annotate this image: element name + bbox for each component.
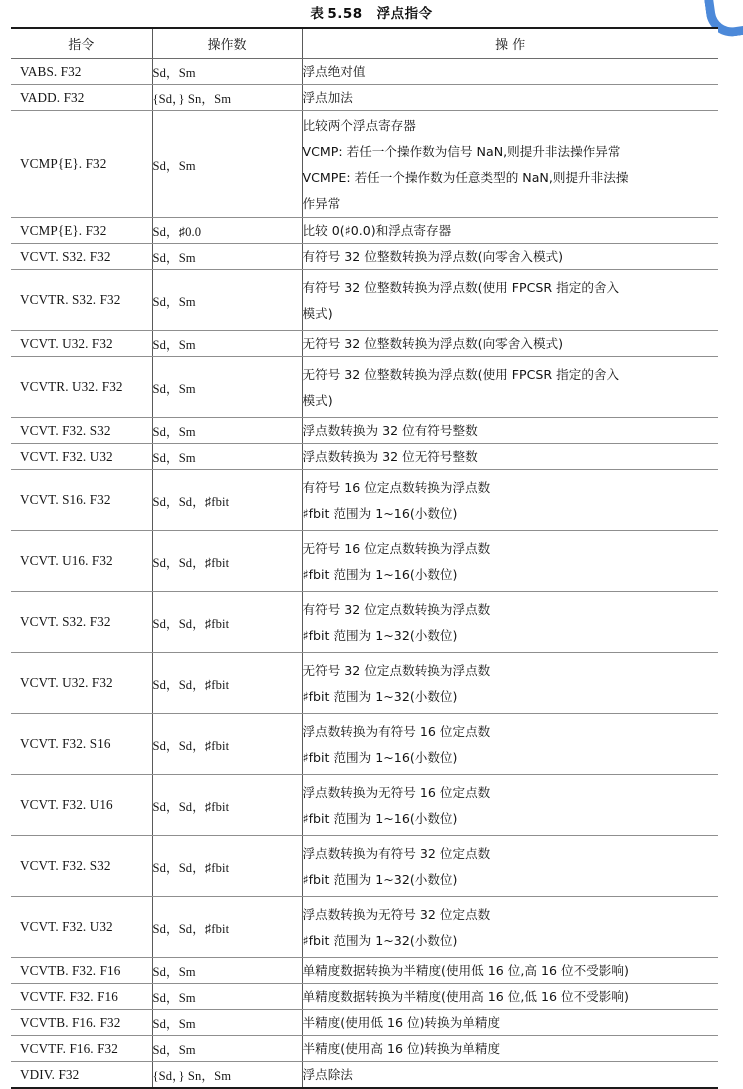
cell-operation — [302, 1010, 718, 1036]
cell-operands: Sd，Sm — [152, 331, 302, 357]
cell-operands: Sd，Sm — [152, 444, 302, 470]
cell-operation — [302, 111, 718, 218]
operation-line: 浮点数转换为有符号 32 位定点数 — [302, 846, 491, 861]
operation-line: ♯fbit 范围为 1~16(小数位) — [302, 811, 458, 826]
caption-label: 表 — [310, 6, 325, 22]
cell-operation — [302, 331, 718, 357]
cell-instruction: VCVTB. F32. F16 — [11, 958, 152, 984]
operation-line: 有符号 16 位定点数转换为浮点数 — [302, 480, 491, 495]
cell-operands: Sd，Sd，♯fbit — [152, 470, 302, 531]
cell-operation — [302, 444, 718, 470]
table-row — [11, 653, 718, 714]
cell-operation — [302, 418, 718, 444]
table-row — [11, 775, 718, 836]
cell-operands: Sd，Sd，♯fbit — [152, 897, 302, 958]
cell-operands: Sd，Sd，♯fbit — [152, 836, 302, 897]
table-row — [11, 111, 718, 218]
cell-operation — [302, 1036, 718, 1062]
cell-instruction: VCVTF. F32. F16 — [11, 984, 152, 1010]
cell-operation — [302, 531, 718, 592]
column-header-operation: 操 作 — [302, 28, 718, 59]
cell-instruction: VABS. F32 — [11, 59, 152, 85]
cell-operands: Sd，Sd，♯fbit — [152, 775, 302, 836]
floating-point-instruction-table-wrapper — [11, 27, 718, 1089]
cell-operation — [302, 653, 718, 714]
table-row — [11, 218, 718, 244]
table-row — [11, 85, 718, 111]
cell-operands: Sd，Sd，♯fbit — [152, 531, 302, 592]
operation-line: ♯fbit 范围为 1~32(小数位) — [302, 933, 458, 948]
cell-operation — [302, 984, 718, 1010]
operation-line: 无符号 16 位定点数转换为浮点数 — [302, 541, 491, 556]
cell-instruction: VCVT. S32. F32 — [11, 592, 152, 653]
table-row — [11, 984, 718, 1010]
cell-operation — [302, 958, 718, 984]
cell-instruction: VDIV. F32 — [11, 1062, 152, 1089]
table-row — [11, 357, 718, 418]
cell-operands: Sd，Sm — [152, 111, 302, 218]
floating-point-instruction-table — [11, 27, 718, 1089]
table-body — [11, 59, 718, 1089]
operation-line: 无符号 32 位整数转换为浮点数(使用 FPCSR 指定的舍入 — [302, 367, 620, 382]
table-row — [11, 836, 718, 897]
cell-operands: Sd，♯0.0 — [152, 218, 302, 244]
cell-operation — [302, 470, 718, 531]
cell-instruction: VCMP{E}. F32 — [11, 218, 152, 244]
cell-operands: Sd，Sm — [152, 1010, 302, 1036]
cell-instruction: VCVT. F32. S32 — [11, 418, 152, 444]
cell-operands: Sd，Sm — [152, 357, 302, 418]
table-row — [11, 714, 718, 775]
operation-line: 半精度(使用低 16 位)转换为单精度 — [302, 1015, 501, 1030]
operation-line: 无符号 32 位定点数转换为浮点数 — [302, 663, 491, 678]
cell-operation — [302, 714, 718, 775]
caption-title: 浮点指令 — [376, 6, 433, 22]
operation-line: VCMP: 若任一个操作数为信号 NaN,则提升非法操作异常 — [302, 144, 621, 159]
table-row — [11, 470, 718, 531]
table-row — [11, 244, 718, 270]
cell-operation — [302, 218, 718, 244]
table-caption — [0, 2, 743, 22]
cell-operands: Sd，Sd，♯fbit — [152, 653, 302, 714]
operation-line: 浮点数转换为 32 位无符号整数 — [302, 449, 478, 464]
cell-operands: Sd，Sm — [152, 418, 302, 444]
operation-line: 比较 0(♯0.0)和浮点寄存器 — [302, 223, 452, 238]
cell-operands: Sd，Sd，♯fbit — [152, 592, 302, 653]
table-row — [11, 59, 718, 85]
cell-operands: Sd，Sd，♯fbit — [152, 714, 302, 775]
operation-line: 半精度(使用高 16 位)转换为单精度 — [302, 1041, 501, 1056]
operation-line: 浮点数转换为无符号 32 位定点数 — [302, 907, 491, 922]
table-row — [11, 897, 718, 958]
cell-operation — [302, 244, 718, 270]
cell-instruction: VCVT. F32. U16 — [11, 775, 152, 836]
table-row — [11, 270, 718, 331]
cell-operands: Sd，Sm — [152, 270, 302, 331]
cell-operands: Sd，Sm — [152, 984, 302, 1010]
cell-instruction: VCVTB. F16. F32 — [11, 1010, 152, 1036]
operation-line: 浮点加法 — [302, 90, 353, 105]
operation-line: ♯fbit 范围为 1~16(小数位) — [302, 506, 458, 521]
cell-instruction: VCVT. F32. U32 — [11, 897, 152, 958]
operation-line: ♯fbit 范围为 1~16(小数位) — [302, 750, 458, 765]
table-row — [11, 531, 718, 592]
cell-operands: Sd，Sm — [152, 958, 302, 984]
cell-instruction: VCVTR. U32. F32 — [11, 357, 152, 418]
cell-instruction: VCVT. F32. U32 — [11, 444, 152, 470]
cell-instruction: VADD. F32 — [11, 85, 152, 111]
operation-line: ♯fbit 范围为 1~32(小数位) — [302, 872, 458, 887]
table-header — [11, 28, 718, 59]
table-row — [11, 418, 718, 444]
table-row — [11, 444, 718, 470]
table-row — [11, 958, 718, 984]
column-header-instruction: 指令 — [11, 28, 152, 59]
cell-instruction: VCVTR. S32. F32 — [11, 270, 152, 331]
table-row — [11, 1010, 718, 1036]
cell-operation — [302, 85, 718, 111]
table-header-row — [11, 28, 718, 59]
operation-line: 有符号 32 位整数转换为浮点数(向零舍入模式) — [302, 249, 564, 264]
caption-number: 5.58 — [327, 6, 363, 22]
table-row — [11, 1062, 718, 1089]
operation-line: ♯fbit 范围为 1~32(小数位) — [302, 628, 458, 643]
cell-operation — [302, 59, 718, 85]
table-row — [11, 331, 718, 357]
operation-line: ♯fbit 范围为 1~16(小数位) — [302, 567, 458, 582]
operation-line: 单精度数据转换为半精度(使用低 16 位,高 16 位不受影响) — [302, 963, 629, 978]
cell-operation — [302, 357, 718, 418]
operation-line: 浮点数转换为 32 位有符号整数 — [302, 423, 478, 438]
operation-line: VCMPE: 若任一个操作数为任意类型的 NaN,则提升非法操 — [302, 170, 629, 185]
table-row — [11, 592, 718, 653]
operation-line: 浮点绝对值 — [302, 64, 366, 79]
operation-line: 有符号 32 位整数转换为浮点数(使用 FPCSR 指定的舍入 — [302, 280, 620, 295]
operation-line: 作异常 — [302, 196, 341, 211]
cell-operands: Sd，Sm — [152, 244, 302, 270]
cell-operands: {Sd，} Sn，Sm — [152, 85, 302, 111]
cell-instruction: VCVT. F32. S32 — [11, 836, 152, 897]
operation-line: 浮点数转换为无符号 16 位定点数 — [302, 785, 491, 800]
cell-operands: Sd，Sm — [152, 59, 302, 85]
operation-line: 浮点除法 — [302, 1067, 353, 1082]
cell-instruction: VCVT. S32. F32 — [11, 244, 152, 270]
cell-instruction: VCVT. U32. F32 — [11, 653, 152, 714]
cell-operation — [302, 836, 718, 897]
operation-line: 模式) — [302, 393, 333, 408]
cell-operation — [302, 897, 718, 958]
cell-instruction: VCVT. S16. F32 — [11, 470, 152, 531]
table-row — [11, 1036, 718, 1062]
cell-instruction: VCMP{E}. F32 — [11, 111, 152, 218]
operation-line: 比较两个浮点寄存器 — [302, 118, 416, 133]
cell-operation — [302, 775, 718, 836]
cell-operands: {Sd，} Sn，Sm — [152, 1062, 302, 1089]
column-header-operands: 操作数 — [152, 28, 302, 59]
cell-instruction: VCVT. F32. S16 — [11, 714, 152, 775]
operation-line: ♯fbit 范围为 1~32(小数位) — [302, 689, 458, 704]
cell-instruction: VCVT. U16. F32 — [11, 531, 152, 592]
cell-instruction: VCVTF. F16. F32 — [11, 1036, 152, 1062]
cell-operands: Sd，Sm — [152, 1036, 302, 1062]
cell-instruction: VCVT. U32. F32 — [11, 331, 152, 357]
operation-line: 模式) — [302, 306, 333, 321]
cell-operation — [302, 1062, 718, 1089]
cell-operation — [302, 270, 718, 331]
operation-line: 无符号 32 位整数转换为浮点数(向零舍入模式) — [302, 336, 564, 351]
operation-line: 有符号 32 位定点数转换为浮点数 — [302, 602, 491, 617]
cell-operation — [302, 592, 718, 653]
operation-line: 单精度数据转换为半精度(使用高 16 位,低 16 位不受影响) — [302, 989, 629, 1004]
operation-line: 浮点数转换为有符号 16 位定点数 — [302, 724, 491, 739]
